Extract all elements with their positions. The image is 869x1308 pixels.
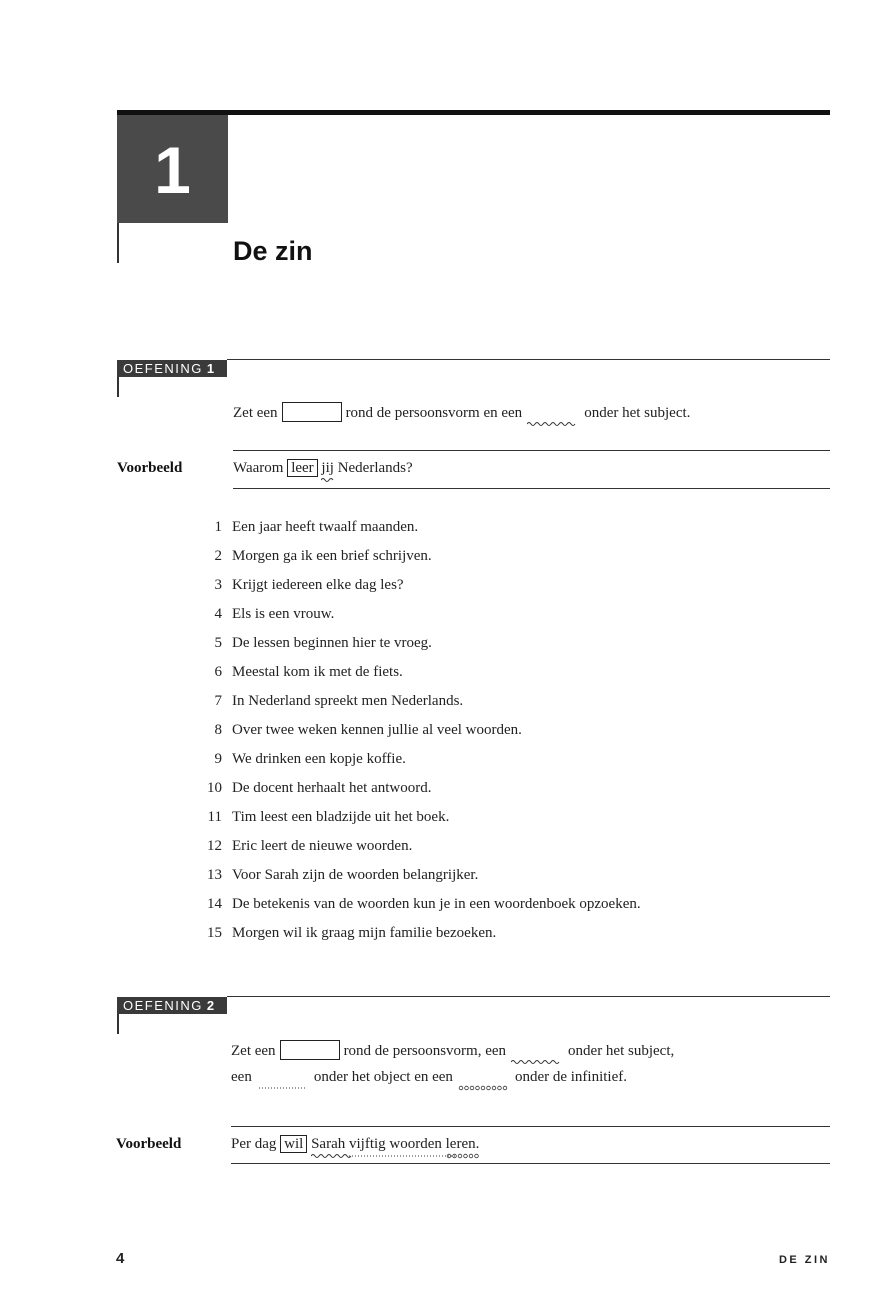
exercise-2-instruction-line-2: een onder het object en een onder de infinitief. (231, 1069, 627, 1086)
exercise-1-side-rule (117, 377, 119, 397)
list-item: 1 Een jaar heeft twaalf maanden. (214, 519, 419, 535)
exercise-2-top-rule (227, 996, 830, 997)
list-item: 4 Els is een vrouw. (214, 606, 335, 622)
persoonsvorm-box-symbol (280, 1040, 340, 1060)
example-subject: Sarah (311, 1136, 345, 1153)
list-item: 10 De docent herhaalt het antwoord. (207, 780, 432, 796)
list-item: 9 We drinken een kopje koffie. (214, 751, 406, 767)
example-object: vijftig woorden (348, 1136, 442, 1152)
list-item: 2 Morgen ga ik een brief schrijven. (214, 548, 432, 564)
page-number: 4 (116, 1250, 125, 1267)
running-title: DE ZIN (778, 1254, 830, 1266)
exercise-2-tag-word: OEFENING (123, 998, 203, 1013)
exercise-1-example-rule-bottom (233, 488, 830, 489)
list-item: 8 Over twee weken kennen jullie al veel woorden. (214, 722, 522, 738)
example-persoonsvorm: wil (280, 1135, 307, 1153)
object-dotted-symbol (257, 1071, 309, 1085)
exercise-1-example-label: Voorbeeld (117, 460, 183, 476)
list-item: 5 De lessen beginnen hier te vroeg. (214, 635, 432, 651)
exercise-2-tag-number: 2 (206, 998, 216, 1013)
chapter-title: De zin (233, 236, 313, 266)
exercise-1-tag-word: OEFENING (123, 361, 203, 376)
exercise-2-example-sentence: Per dag wil Sarah vijftig woorden leren . (231, 1136, 479, 1153)
list-item: 11 Tim leest een bladzijde uit het boek. (207, 809, 450, 825)
subject-wavy-symbol (527, 407, 579, 421)
subject-wavy-symbol (511, 1045, 563, 1059)
list-item: 12 Eric leert de nieuwe woorden. (207, 838, 413, 854)
exercise-1-tag-number: 1 (206, 361, 216, 376)
example-persoonsvorm: leer (287, 459, 317, 477)
example-subject: jij (321, 460, 334, 477)
exercise-2-example-rule-top (231, 1126, 830, 1127)
list-item: 7 In Nederland spreekt men Nederlands. (214, 693, 464, 709)
exercise-1-instruction: Zet een rond de persoonsvorm en een onder het subject. (233, 402, 690, 422)
infinitief-circles-symbol (458, 1071, 510, 1085)
exercise-2-side-rule (117, 1014, 119, 1034)
exercise-1-tag (117, 360, 227, 377)
list-item: 15 Morgen wil ik graag mijn familie bezoeken. (207, 925, 497, 941)
chapter-number: 1 (154, 133, 191, 207)
exercise-1-example-sentence: Waarom leer jij Nederlands? (233, 460, 413, 477)
chapter-side-rule (117, 223, 119, 263)
list-item: 3 Krijgt iedereen elke dag les? (214, 577, 404, 593)
exercise-2-tag (117, 997, 227, 1014)
list-item: 13 Voor Sarah zijn de woorden belangrijker. (207, 867, 479, 883)
exercise-1-top-rule (227, 359, 830, 360)
exercise-2-instruction-line-1: Zet een rond de persoonsvorm, een onder het subject, (231, 1040, 674, 1060)
persoonsvorm-box-symbol (282, 402, 342, 422)
list-item: 14 De betekenis van de woorden kun je in een woordenboek opzoeken. (207, 896, 641, 912)
exercise-2-example-label: Voorbeeld (116, 1136, 182, 1152)
example-infinitief: leren (446, 1136, 476, 1153)
exercise-2-example-rule-bottom (231, 1163, 830, 1164)
list-item: 6 Meestal kom ik met de fiets. (214, 664, 403, 680)
exercise-1-example-rule-top (233, 450, 830, 451)
